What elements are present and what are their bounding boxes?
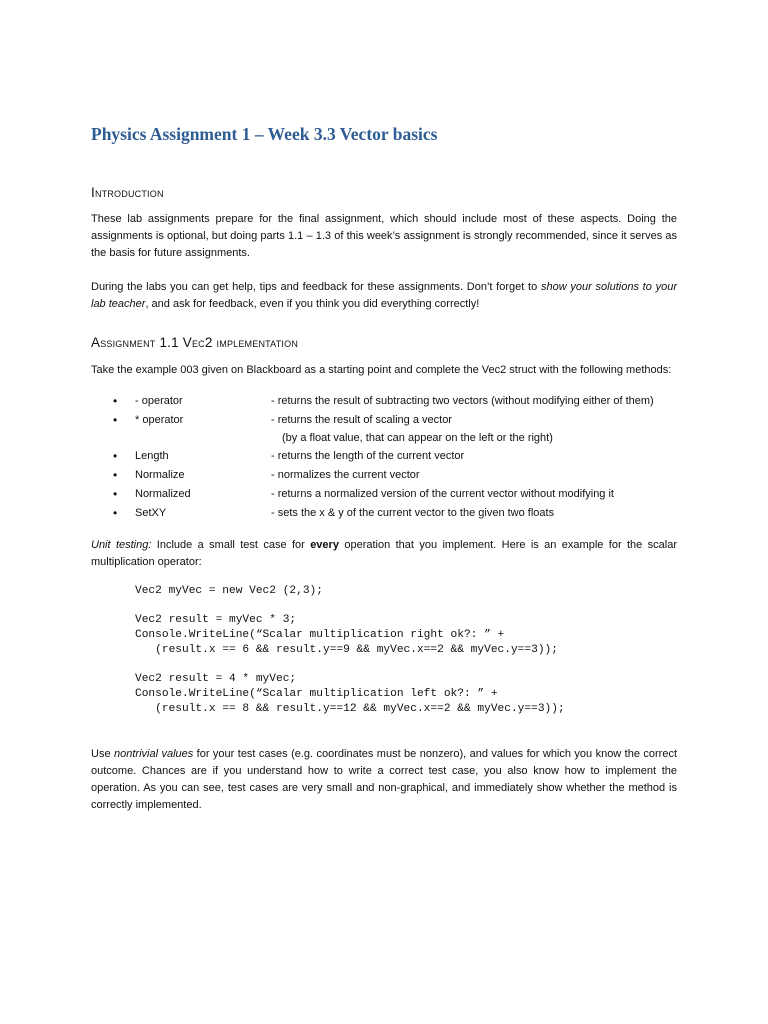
list-item xyxy=(91,395,691,414)
list-item xyxy=(91,450,691,469)
method-description-continued: (by a float value, that can appear on the left or the right) xyxy=(282,432,553,444)
paragraph-text: Include a small test case for xyxy=(151,539,311,551)
bullet: • xyxy=(113,468,118,482)
method-description: - returns the length of the current vector xyxy=(271,450,465,462)
assignment-intro: Take the example 003 given on Blackboard as a starting point and complete the Vec2 struct with the following methods: xyxy=(91,364,672,376)
bullet: • xyxy=(113,487,118,501)
method-name: Normalized xyxy=(135,488,191,500)
bullet: • xyxy=(113,394,118,408)
method-description: - normalizes the current vector xyxy=(271,469,420,481)
bold-text: every xyxy=(310,539,339,551)
paragraph-text: During the labs you can get help, tips and feedback for these assignments. Don’t forget to xyxy=(91,281,541,293)
method-description: - returns a normalized version of the current vector without modifying it xyxy=(271,488,614,500)
introduction-heading: Introduction xyxy=(91,185,164,200)
method-name: Length xyxy=(135,450,169,462)
list-item xyxy=(91,469,691,488)
method-name: Normalize xyxy=(135,469,185,481)
paragraph-text: for your test cases (e.g. coordinates must be nonzero), and values for which you know the correct outcome. Chances are if you understand how to write a correct test case, you also know how to implement the operation. As you can see, test cases are very small and non-graphical, and immediately show whether the method is correctly implemented. xyxy=(91,748,678,811)
method-description: - returns the result of scaling a vector xyxy=(271,414,452,426)
paragraph-text: operation that you implement. Here is an example for the scalar multiplication operator: xyxy=(91,539,678,568)
introduction-paragraph-1: These lab assignments prepare for the final assignment, which should include most of these aspects. Doing the assignments is optional, but doing parts 1.1 – 1.3 of this week’s assignment is strongly recommended, since it serves as the basis for future assignments. xyxy=(91,213,677,259)
method-name: * operator xyxy=(135,414,184,426)
method-name: SetXY xyxy=(135,507,167,519)
introduction-paragraph-2 xyxy=(91,279,677,313)
method-description: - returns the result of subtracting two vectors (without modifying either of them) xyxy=(271,395,654,407)
bullet: • xyxy=(113,449,118,463)
method-name: - operator xyxy=(135,395,183,407)
method-description: - sets the x & y of the current vector to the given two floats xyxy=(271,507,555,519)
closing-paragraph xyxy=(91,746,677,814)
paragraph-text: , and ask for feedback, even if you think you did everything correctly! xyxy=(145,298,480,310)
code-block: Vec2 myVec = new Vec2 (2,3); Vec2 result = myVec * 3; Console.WriteLine(“Scalar multiplication right ok?: ” + (result.x == 6 && result.y==9 && myVec.x==2 && myVec.y==3)); Vec2 result = 4 * myVec; Console.WriteLine(“Scalar multiplication left ok?: ” + (result.x == 8 && result.y==12 && myVec.x==2 && myVec.y==3)); xyxy=(135,585,565,715)
bullet: • xyxy=(113,506,118,520)
emphasis-text: show your solutions to your lab teacher xyxy=(91,281,677,310)
list-item xyxy=(91,488,691,507)
document-title: Physics Assignment 1 – Week 3.3 Vector basics xyxy=(91,124,438,144)
list-item xyxy=(91,414,691,450)
emphasis-text: nontrivial values xyxy=(114,748,194,760)
unit-testing-paragraph xyxy=(91,537,677,571)
assignment-heading: Assignment 1.1 Vec2 implementation xyxy=(91,335,299,350)
unit-testing-label: Unit testing: xyxy=(91,539,152,551)
paragraph-text: Use xyxy=(91,748,114,760)
list-item xyxy=(91,507,691,526)
bullet: • xyxy=(113,413,118,427)
methods-list xyxy=(91,395,691,526)
